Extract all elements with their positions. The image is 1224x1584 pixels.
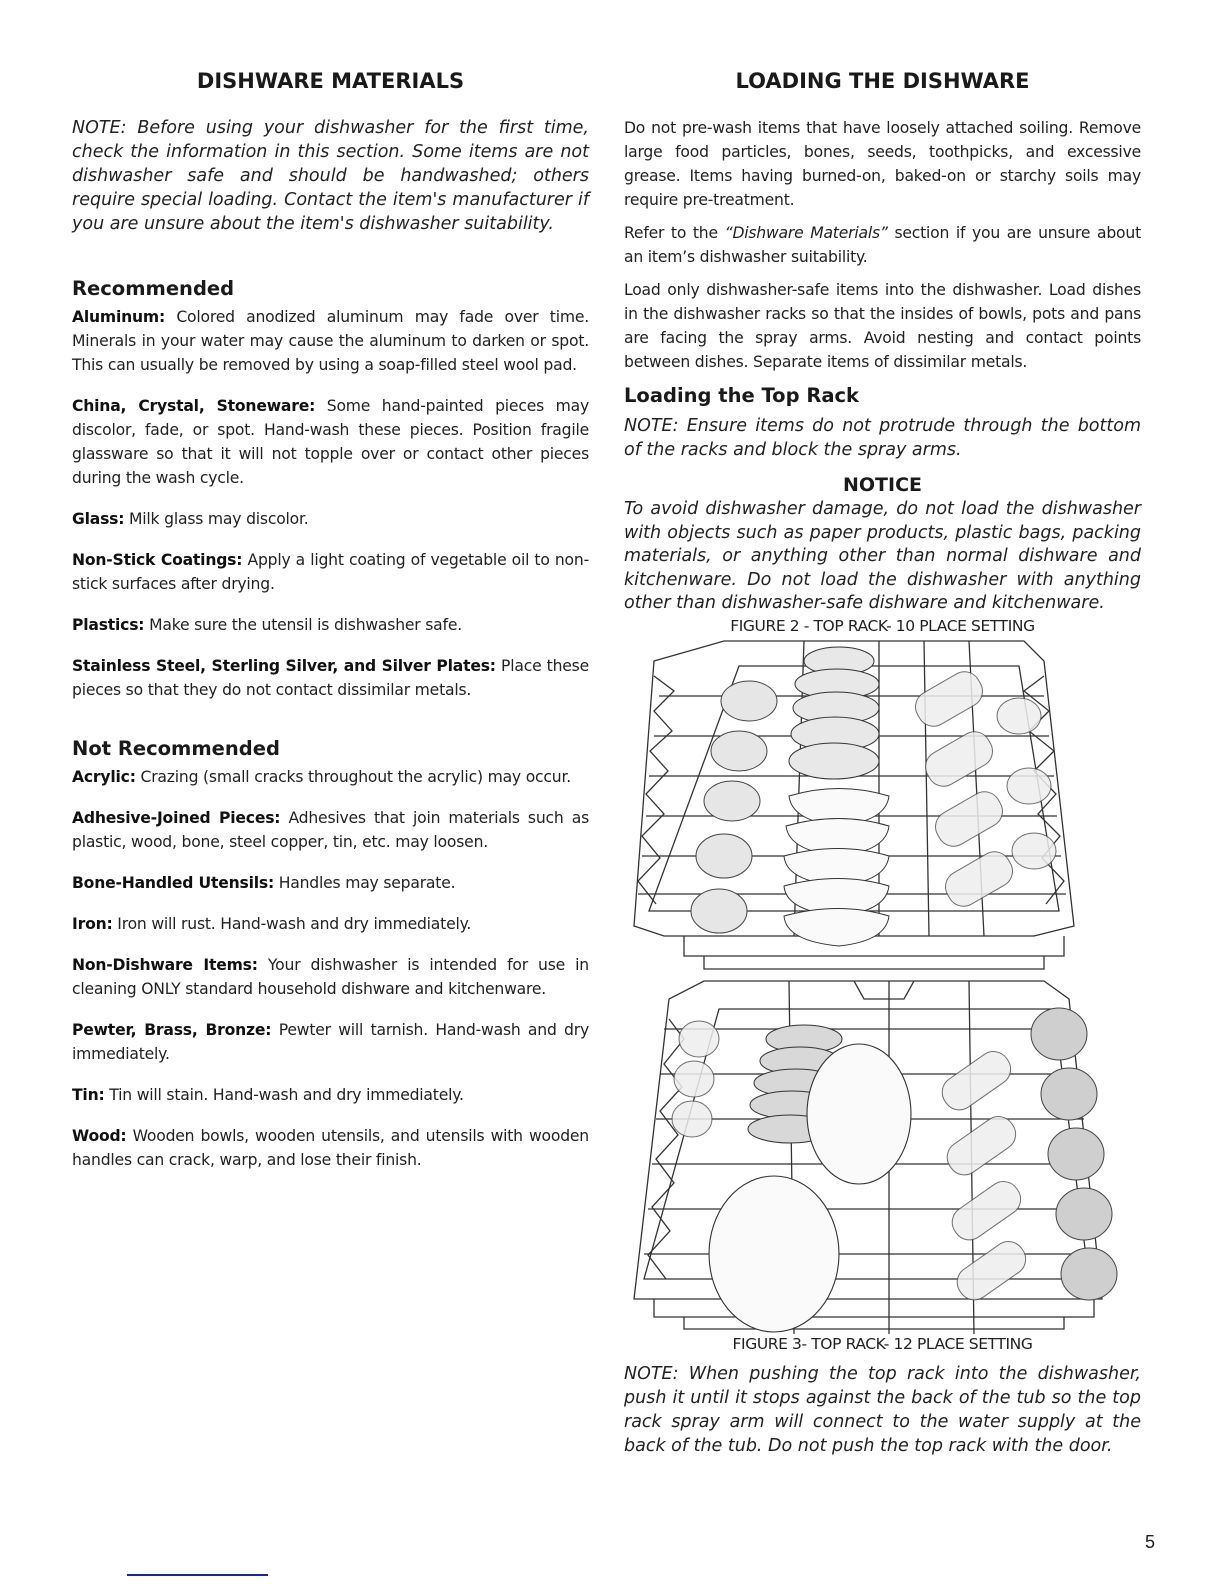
footer-rule bbox=[127, 1574, 268, 1576]
material-desc: Iron will rust. Hand-wash and dry immediately. bbox=[112, 915, 472, 933]
dish-rack-illustration-icon bbox=[624, 979, 1141, 1334]
material-item-adhesive bbox=[72, 806, 589, 854]
section-title-dishware-materials: DISHWARE MATERIALS bbox=[196, 69, 465, 93]
push-top-rack-note: NOTE: When pushing the top rack into the dishwasher, push it until it stops against the back of the tub so the top rack spray arm will connect to the water supply at the back of the tub. Do not push the top rack with the door. bbox=[624, 1363, 1141, 1456]
figure-3-top-rack-12-place bbox=[624, 979, 1141, 1334]
dish-rack-illustration-icon bbox=[624, 636, 1141, 971]
dishware-materials-column bbox=[72, 66, 589, 1172]
material-desc: Pewter will tarnish. Hand-wash and dry immediately. bbox=[72, 1021, 589, 1063]
dishware-materials-reference: “Dishware Materials” bbox=[724, 224, 888, 242]
material-item-iron bbox=[72, 912, 589, 936]
material-item-pewter bbox=[72, 1018, 589, 1066]
material-term: Glass: bbox=[72, 510, 125, 528]
load-only-paragraph: Load only dishwasher-safe items into the dishwasher. Load dishes in the dishwasher racks so that the insides of bowls, pots and pans are facing the spray arms. Avoid nesting and contact points between dishes. Separate items of dissimilar metals. bbox=[624, 281, 1141, 371]
material-item-china bbox=[72, 394, 589, 490]
material-desc: Milk glass may discolor. bbox=[124, 510, 309, 528]
material-desc: Your dishwasher is intended for use in cleaning ONLY standard household dishware and kitchenware. bbox=[72, 956, 589, 998]
material-item-wood bbox=[72, 1124, 589, 1172]
material-item-non-dishware bbox=[72, 953, 589, 1001]
material-item-plastics bbox=[72, 613, 589, 637]
recommended-heading: Recommended bbox=[72, 277, 235, 300]
material-item-tin bbox=[72, 1083, 589, 1107]
material-item-stainless bbox=[72, 654, 589, 702]
material-term: Acrylic: bbox=[72, 768, 136, 786]
refer-paragraph bbox=[624, 221, 1141, 269]
section-title-loading-dishware: LOADING THE DISHWARE bbox=[735, 69, 1030, 93]
material-desc: Make sure the utensil is dishwasher safe. bbox=[144, 616, 462, 634]
material-desc: Some hand-painted pieces may discolor, fade, or spot. Hand-wash these pieces. Position fragile glassware so that it will not topple over or contact other pieces during the wash cycle. bbox=[72, 397, 590, 487]
material-item-aluminum bbox=[72, 305, 589, 377]
material-term: Bone-Handled Utensils: bbox=[72, 874, 274, 892]
material-desc: Place these pieces so that they do not contact dissimilar metals. bbox=[72, 657, 589, 699]
material-item-non-stick bbox=[72, 548, 589, 596]
material-term: Tin: bbox=[72, 1086, 105, 1104]
material-desc: Crazing (small cracks throughout the acrylic) may occur. bbox=[135, 768, 572, 786]
material-desc: Wooden bowls, wooden utensils, and utensils with wooden handles can crack, warp, and lose their finish. bbox=[72, 1127, 589, 1169]
dishware-materials-note: NOTE: Before using your dishwasher for the first time, check the information in this section. Some items are not dishwasher safe and should be handwashed; others require special loading. Contact the item's manufacturer if you are unsure about the item's dishwasher suitability. bbox=[72, 118, 589, 234]
refer-text-after: section if you are unsure about an item’s dishwasher suitability. bbox=[624, 224, 1141, 266]
loading-top-rack-heading: Loading the Top Rack bbox=[624, 384, 860, 407]
material-term: Iron: bbox=[72, 915, 113, 933]
material-term: China, Crystal, Stoneware: bbox=[72, 397, 316, 415]
notice-title: NOTICE bbox=[842, 474, 922, 496]
material-item-acrylic bbox=[72, 765, 589, 789]
figure-2-caption: FIGURE 2 - TOP RACK- 10 PLACE SETTING bbox=[730, 616, 1035, 635]
material-term: Non-Stick Coatings: bbox=[72, 551, 243, 569]
material-term: Non-Dishware Items: bbox=[72, 956, 258, 974]
material-desc: Apply a light coating of vegetable oil to non-stick surfaces after drying. bbox=[72, 551, 589, 593]
material-term: Pewter, Brass, Bronze: bbox=[72, 1021, 272, 1039]
material-term: Aluminum: bbox=[72, 308, 165, 326]
material-term: Stainless Steel, Sterling Silver, and Silver Plates: bbox=[72, 657, 496, 675]
material-desc: Handles may separate. bbox=[273, 874, 456, 892]
material-desc: Tin will stain. Hand-wash and dry immediately. bbox=[104, 1086, 464, 1104]
material-term: Wood: bbox=[72, 1127, 127, 1145]
material-term: Plastics: bbox=[72, 616, 145, 634]
page-number: 5 bbox=[1145, 1532, 1156, 1552]
material-desc: Colored anodized aluminum may fade over time. Minerals in your water may cause the aluminum to darken or spot. This can usually be removed by using a soap-filled steel wool pad. bbox=[72, 308, 589, 374]
figure-2-top-rack-10-place bbox=[624, 636, 1141, 971]
material-item-bone-handled bbox=[72, 871, 589, 895]
notice-body: To avoid dishwasher damage, do not load the dishwasher with objects such as paper products, plastic bags, packing materials, or anything other than normal dishware and kitchenware. Do not load the dishwasher with anything other than dishwasher-safe dishware and kitchenware. bbox=[624, 499, 1141, 613]
material-item-glass bbox=[72, 507, 589, 531]
not-recommended-heading: Not Recommended bbox=[72, 737, 280, 760]
material-desc: Adhesives that join materials such as plastic, wood, bone, steel copper, tin, etc. may loosen. bbox=[72, 809, 589, 851]
prewash-paragraph: Do not pre-wash items that have loosely attached soiling. Remove large food particles, bones, seeds, toothpicks, and excessive grease. Items having burned-on, baked-on or starchy soils may require pre-treatment. bbox=[624, 119, 1141, 209]
top-rack-note: NOTE: Ensure items do not protrude through the bottom of the racks and block the spray arms. bbox=[624, 416, 1141, 460]
material-term: Adhesive-Joined Pieces: bbox=[72, 809, 281, 827]
loading-dishware-column bbox=[624, 66, 1141, 1458]
refer-text-before: Refer to the bbox=[624, 224, 725, 242]
figure-3-caption: FIGURE 3- TOP RACK- 12 PLACE SETTING bbox=[732, 1334, 1033, 1353]
